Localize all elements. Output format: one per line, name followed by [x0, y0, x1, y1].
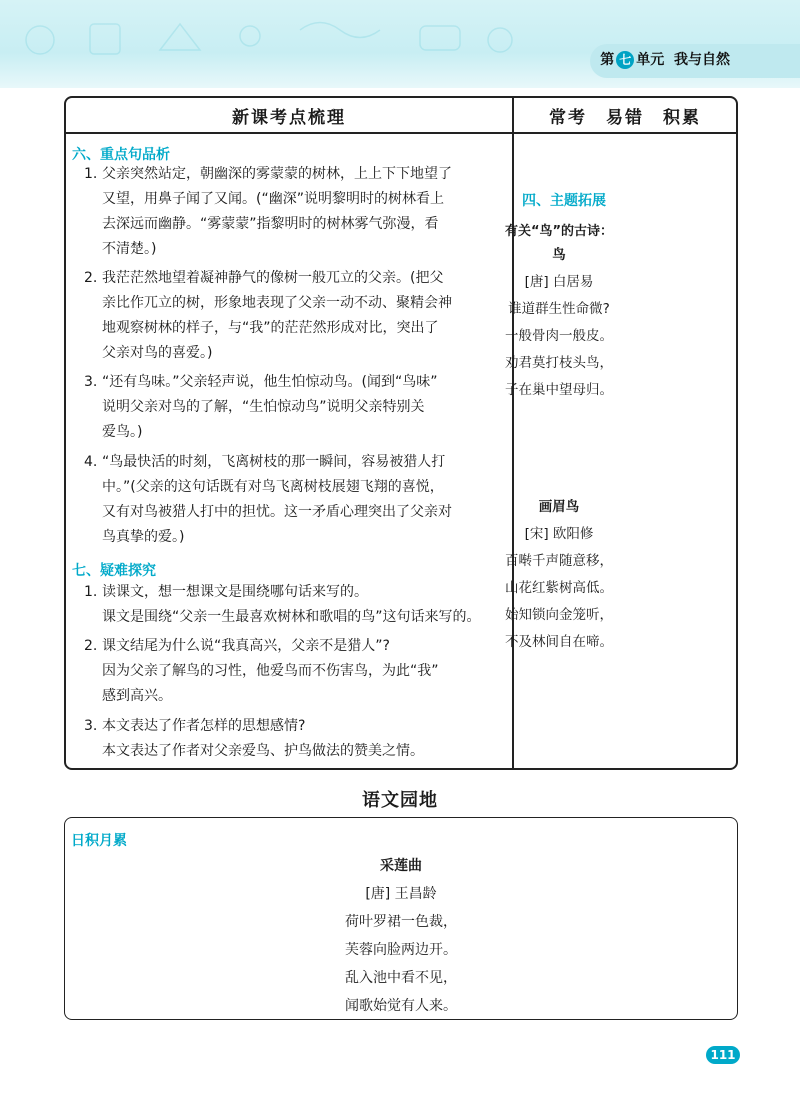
item-line: 不清楚。): [102, 241, 157, 257]
item-answer: 因为父亲了解鸟的习性，他爱鸟而不伤害鸟，为此“我”: [102, 663, 439, 679]
poem-cailian: [65, 852, 737, 1020]
poem-line: 荷叶罗裙一色裁，: [345, 914, 457, 930]
item-answer: 感到高兴。: [102, 688, 172, 704]
item-line: 父亲对鸟的喜爱。): [102, 345, 213, 361]
poem-line: 乱入池中看不见，: [345, 970, 457, 986]
item-line: 去深远而幽静。“雾蒙蒙”指黎明时的树林雾气弥漫，看: [102, 216, 439, 232]
item-line: 说明父亲对鸟的了解，“生怕惊动鸟”说明父亲特别关: [102, 399, 425, 415]
poem-line: 百啭千声随意移，: [505, 553, 613, 569]
item-line: 爱鸟。): [102, 424, 143, 440]
right-subtitle: 有关“鸟”的古诗：: [504, 224, 614, 239]
item-question: 本文表达了作者怎样的思想感情?: [102, 718, 306, 734]
item-line: 地观察树林的样子，与“我”的茫茫然形成对比，突出了: [102, 320, 439, 336]
item-question: 读课文，想一想课文是围绕哪句话来写的。: [102, 584, 368, 600]
item-line: “鸟最快活的时刻，飞离树枝的那一瞬间，容易被猎人打: [102, 454, 446, 470]
header-band: [0, 0, 800, 88]
item-number: 2.: [84, 638, 98, 654]
poem-line: 始知锁向金笼听，: [505, 607, 613, 623]
item-number: 3.: [84, 374, 98, 390]
item-line: 父亲突然站定，朝幽深的雾蒙蒙的树林，上上下下地望了: [102, 166, 452, 182]
page-number: 111: [706, 1046, 740, 1064]
item-number: 1.: [84, 166, 98, 182]
poem-line: 山花红紫树高低。: [505, 580, 613, 596]
item-line: 亲比作兀立的树，形象地表现了父亲一动不动、聚精会神: [102, 295, 452, 311]
poem-author: [唐] 王昌龄: [365, 886, 437, 902]
poem-line: 子在巢中望母归。: [505, 382, 613, 398]
poem-bird: [450, 242, 668, 404]
item-answer: 课文是围绕“父亲一生最喜欢树林和歌唱的鸟”这句话来写的。: [102, 609, 481, 625]
item-answer: 本文表达了作者对父亲爱鸟、护鸟做法的赞美之情。: [102, 743, 424, 759]
right-section-title: 四、主题拓展: [522, 193, 606, 209]
item-line: 我茫茫然地望着凝神静气的像树一般兀立的父亲。(把父: [102, 270, 444, 286]
left-column-header: 新课考点梳理: [66, 98, 514, 134]
unit-title: 第 七 单元 我与自然: [600, 52, 730, 68]
item-line: “还有鸟味。”父亲轻声说，他生怕惊动鸟。(闻到“鸟味”: [102, 374, 438, 390]
poem-title: 鸟: [552, 247, 566, 263]
poem-huamei: [450, 494, 668, 656]
item-question: 课文结尾为什么说“我真高兴，父亲不是猎人”?: [102, 638, 390, 654]
item-number: 1.: [84, 584, 98, 600]
item-line: 中。”(父亲的这句话既有对鸟飞离树枝展翅飞翔的喜悦，: [102, 479, 444, 495]
item-line: 鸟真挚的爱。): [102, 529, 185, 545]
poem-line: 不及林间自在啼。: [505, 634, 613, 650]
unit-number-badge: 七: [616, 51, 634, 69]
garden-title: 语文园地: [362, 790, 438, 811]
poem-title: 采莲曲: [380, 858, 422, 874]
item-line: 又有对鸟被猎人打中的担忧。这一矛盾心理突出了父亲对: [102, 504, 452, 520]
poem-line: 一般骨肉一般皮。: [505, 328, 613, 344]
item-number: 2.: [84, 270, 98, 286]
item-number: 3.: [84, 718, 98, 734]
section7-title: 七、疑难探究: [72, 563, 156, 579]
poem-author: [宋] 欧阳修: [524, 526, 594, 542]
poem-title: 画眉鸟: [538, 499, 580, 515]
right-column-header: 常考 易错 积累: [514, 98, 736, 134]
poem-line: 芙蓉向脸两边开。: [345, 942, 457, 958]
poem-line: 谁道群生性命微?: [508, 301, 610, 317]
section6-title: 六、重点句品析: [72, 147, 170, 163]
item-line: 又望，用鼻子闻了又闻。(“幽深”说明黎明时的树林看上: [102, 191, 444, 207]
garden-section-title: 日积月累: [71, 833, 127, 849]
garden-box: [64, 817, 738, 1020]
poem-line: 劝君莫打枝头鸟，: [505, 355, 613, 371]
decorative-doodle-icon: [0, 10, 560, 70]
item-number: 4.: [84, 454, 98, 470]
poem-line: 闻歌始觉有人来。: [345, 998, 457, 1014]
poem-author: [唐] 白居易: [524, 274, 594, 290]
